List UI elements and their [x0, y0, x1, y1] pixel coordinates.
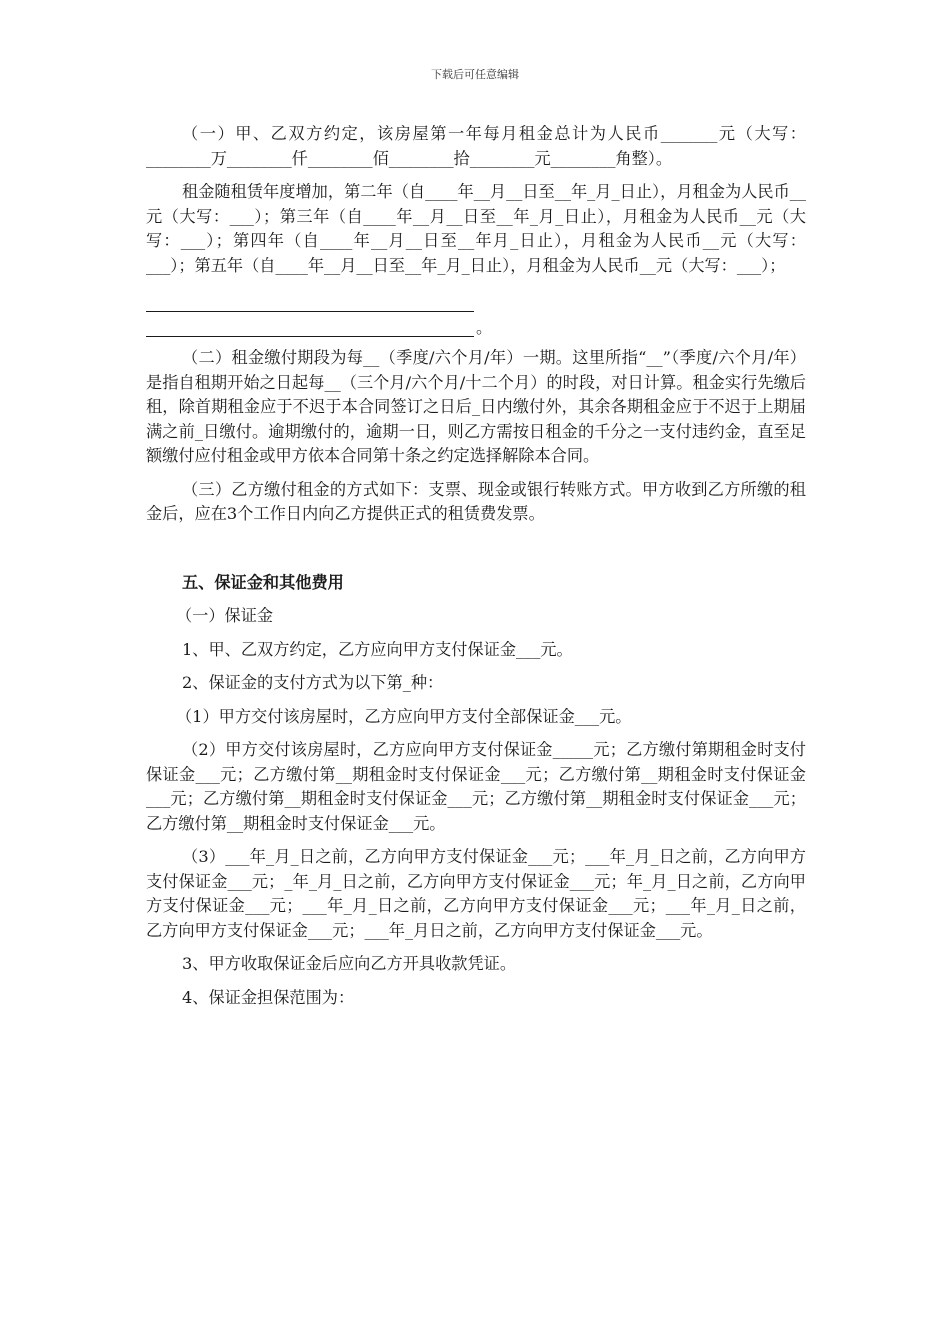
blank-rule-1 [146, 287, 474, 312]
document-body [146, 122, 806, 1019]
paragraph-rent-increase: 租金随租赁年度增加，第二年（自____年__月__日至__年_月_日止），月租金为人民币__元（大写：___）；第三年（自____年__月__日至__年_月_日止），月租金为人民币__元（大写：___）；第四年（自____年__月__日至__年月_日止），月租金为人民币__元（大写：___）；第五年（自____年__月__日至__年_月_日止），月租金为人民币__元（大写：___）； [146, 182, 806, 275]
paragraph-payment-method: （三）乙方缴付租金的方式如下：支票、现金或银行转账方式。甲方收到乙方所缴的租金后，应在3个工作日内向乙方提供正式的租赁费发票。 [146, 479, 806, 523]
paragraph-deposit-scope: 4、保证金担保范围为： [182, 987, 355, 1007]
paragraph-deposit-method: 2、保证金的支付方式为以下第_种： [182, 673, 444, 692]
paragraph-deposit-amount: 1、甲、乙双方约定，乙方应向甲方支付保证金___元。 [182, 639, 573, 659]
paragraph-deposit-subtitle: （一）保证金 [176, 606, 274, 625]
paragraph-payment-period: （二）租金缴付期段为每__（季度/六个月/年）一期。这里所指“__”（季度/六个月/年）是指自租期开始之日起每__（三个月/六个月/十二个月）的时段，对日计算。租金实行先缴后租，除首期租金应于不迟于本合同签订之日后_日内缴付外，其余各期租金应于不迟于上期届满之前_日缴付。逾期缴付的，逾期一日，则乙方需按日租金的千分之一支付违约金，直至足额缴付应付租金或甲方依本合同第十条之约定选择解除本合同。 [146, 348, 806, 465]
paragraph-deposit-option-1: （1）甲方交付该房屋时，乙方应向甲方支付全部保证金___元。 [176, 706, 632, 726]
page-header: 下载后可任意编辑 [431, 68, 519, 81]
blank-rule-2 [146, 312, 474, 337]
paragraph-deposit-option-3: （3）___年_月_日之前，乙方向甲方支付保证金___元；___年_月_日之前，乙方向甲方支付保证金___元；_年_月_日之前，乙方向甲方支付保证金___元；年_月_日之前，乙方向甲方支付保证金___元；___年_月_日之前，乙方向甲方支付保证金___元；___年_月_日之前，乙方向甲方支付保证金___元；___年_月日之前，乙方向甲方支付保证金___元。 [146, 847, 806, 940]
paragraph-rent-first-year: （一）甲、乙双方约定，该房屋第一年每月租金总计为人民币_______元（大写：________万________仟________佰________拾________元________角整）。 [146, 124, 806, 168]
paragraph-deposit-option-2: （2）甲方交付该房屋时，乙方应向甲方支付保证金_____元；乙方缴付第期租金时支付保证金___元；乙方缴付第__期租金时支付保证金___元；乙方缴付第__期租金时支付保证金___元；乙方缴付第__期租金时支付保证金___元；乙方缴付第__期租金时支付保证金___元；乙方缴付第__期租金时支付保证金___元。 [146, 740, 806, 833]
section-heading-deposit: 五、保证金和其他费用 [182, 572, 344, 592]
blank-rule-2-line [146, 312, 806, 337]
blank-rule-period: 。 [476, 318, 493, 337]
paragraph-deposit-receipt: 3、甲方收取保证金后应向乙方开具收款凭证。 [182, 954, 517, 973]
